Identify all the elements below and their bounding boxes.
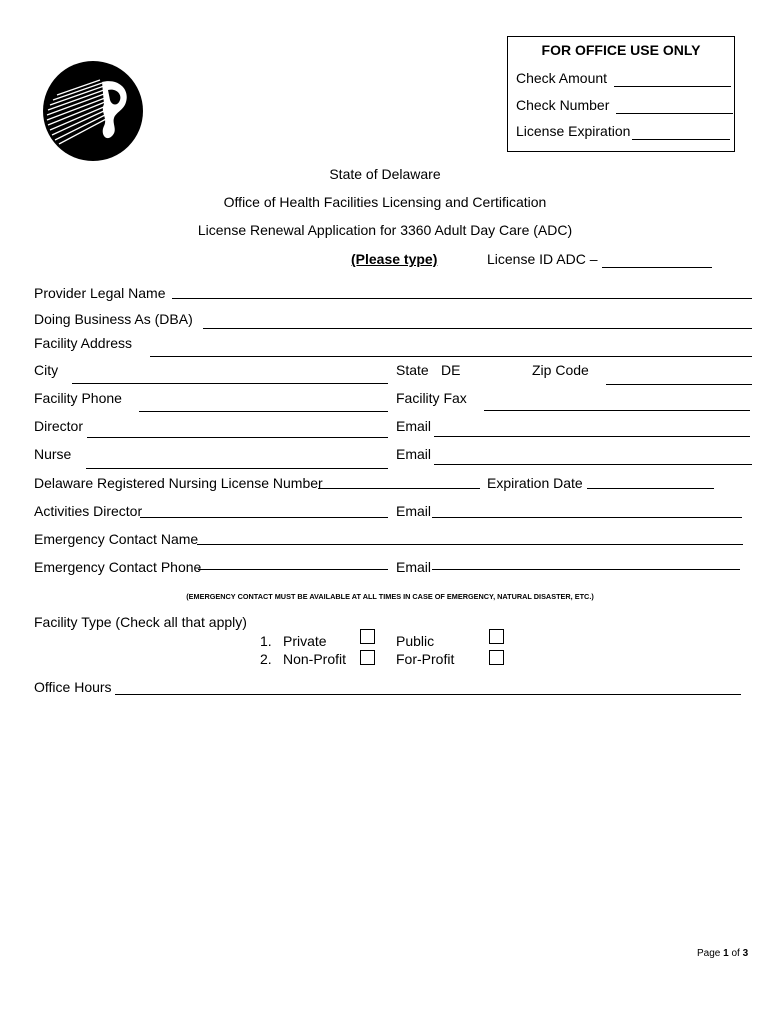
emergency-contact-note: (EMERGENCY CONTACT MUST BE AVAILABLE AT ALL TIMES IN CASE OF EMERGENCY, NATURAL DISASTER, ETC.)	[186, 592, 594, 601]
facility-phone-label: Facility Phone	[34, 390, 122, 406]
state-value: DE	[441, 362, 461, 378]
director-field[interactable]	[87, 437, 388, 438]
dba-label: Doing Business As (DBA)	[34, 311, 193, 327]
nurse-email-label: Email	[396, 446, 432, 462]
activities-email-field[interactable]	[432, 517, 742, 518]
state-label: State	[396, 362, 429, 378]
emergency-contact-phone-field[interactable]	[198, 569, 388, 570]
check-number-label: Check Number	[516, 97, 610, 113]
please-type-note: (Please type)	[351, 251, 438, 267]
option-number-1: 1.	[260, 633, 272, 649]
non-profit-checkbox[interactable]	[360, 650, 375, 665]
provider-legal-name-label: Provider Legal Name	[34, 285, 166, 301]
office-hours-field[interactable]	[115, 694, 741, 695]
for-profit-checkbox[interactable]	[489, 650, 504, 665]
activities-director-field[interactable]	[140, 517, 388, 518]
license-id-label: License ID ADC –	[487, 251, 598, 267]
zip-code-field[interactable]	[606, 384, 752, 385]
public-checkbox[interactable]	[489, 629, 504, 644]
office-heading: Office of Health Facilities Licensing and Certification	[223, 194, 547, 210]
check-amount-label: Check Amount	[516, 70, 608, 86]
facility-type-label: Facility Type (Check all that apply)	[34, 614, 247, 630]
director-email-field[interactable]	[434, 436, 750, 437]
office-hours-label: Office Hours	[34, 679, 112, 695]
private-checkbox[interactable]	[360, 629, 375, 644]
emergency-contact-name-label: Emergency Contact Name	[34, 531, 199, 547]
provider-legal-name-field[interactable]	[172, 298, 752, 299]
emergency-contact-phone-label: Emergency Contact Phone	[34, 559, 202, 575]
facility-address-label: Facility Address	[34, 335, 133, 351]
nursing-license-label: Delaware Registered Nursing License Number	[34, 475, 323, 491]
state-seal-logo	[42, 60, 144, 162]
license-expiration-field[interactable]	[632, 139, 730, 140]
page-total: 3	[742, 948, 749, 959]
license-id-field[interactable]	[602, 267, 712, 268]
city-label: City	[34, 362, 59, 378]
facility-fax-label: Facility Fax	[396, 390, 467, 406]
activities-email-label: Email	[396, 503, 432, 519]
activities-director-label: Activities Director	[34, 503, 143, 519]
page-of: of	[728, 948, 743, 959]
page-number	[697, 948, 748, 960]
check-number-field[interactable]	[616, 113, 733, 114]
for-profit-label: For-Profit	[396, 651, 455, 667]
facility-phone-field[interactable]	[139, 411, 388, 412]
facility-address-field[interactable]	[150, 356, 752, 357]
nurse-email-field[interactable]	[434, 464, 752, 465]
public-label: Public	[396, 633, 435, 649]
form-title: License Renewal Application for 3360 Adult Day Care (ADC)	[197, 222, 573, 238]
option-number-2: 2.	[260, 651, 272, 667]
zip-code-label: Zip Code	[532, 362, 589, 378]
check-amount-field[interactable]	[614, 86, 731, 87]
emergency-contact-name-field[interactable]	[197, 544, 743, 545]
director-label: Director	[34, 418, 84, 434]
facility-fax-field[interactable]	[484, 410, 750, 411]
nursing-license-field[interactable]	[318, 488, 480, 489]
dba-field[interactable]	[203, 328, 752, 329]
page-current: 1	[723, 948, 729, 959]
private-label: Private	[283, 633, 327, 649]
state-heading: State of Delaware	[329, 166, 441, 182]
office-use-heading: FOR OFFICE USE ONLY	[541, 42, 701, 58]
expiration-date-field[interactable]	[587, 488, 714, 489]
license-expiration-label: License Expiration	[516, 123, 631, 139]
emergency-email-label: Email	[396, 559, 432, 575]
office-use-box	[507, 36, 735, 152]
city-field[interactable]	[72, 383, 388, 384]
expiration-date-label: Expiration Date	[487, 475, 583, 491]
director-email-label: Email	[396, 418, 432, 434]
non-profit-label: Non-Profit	[283, 651, 347, 667]
emergency-email-field[interactable]	[432, 569, 740, 570]
nurse-label: Nurse	[34, 446, 72, 462]
nurse-field[interactable]	[86, 468, 388, 469]
page-prefix: Page	[697, 948, 724, 959]
